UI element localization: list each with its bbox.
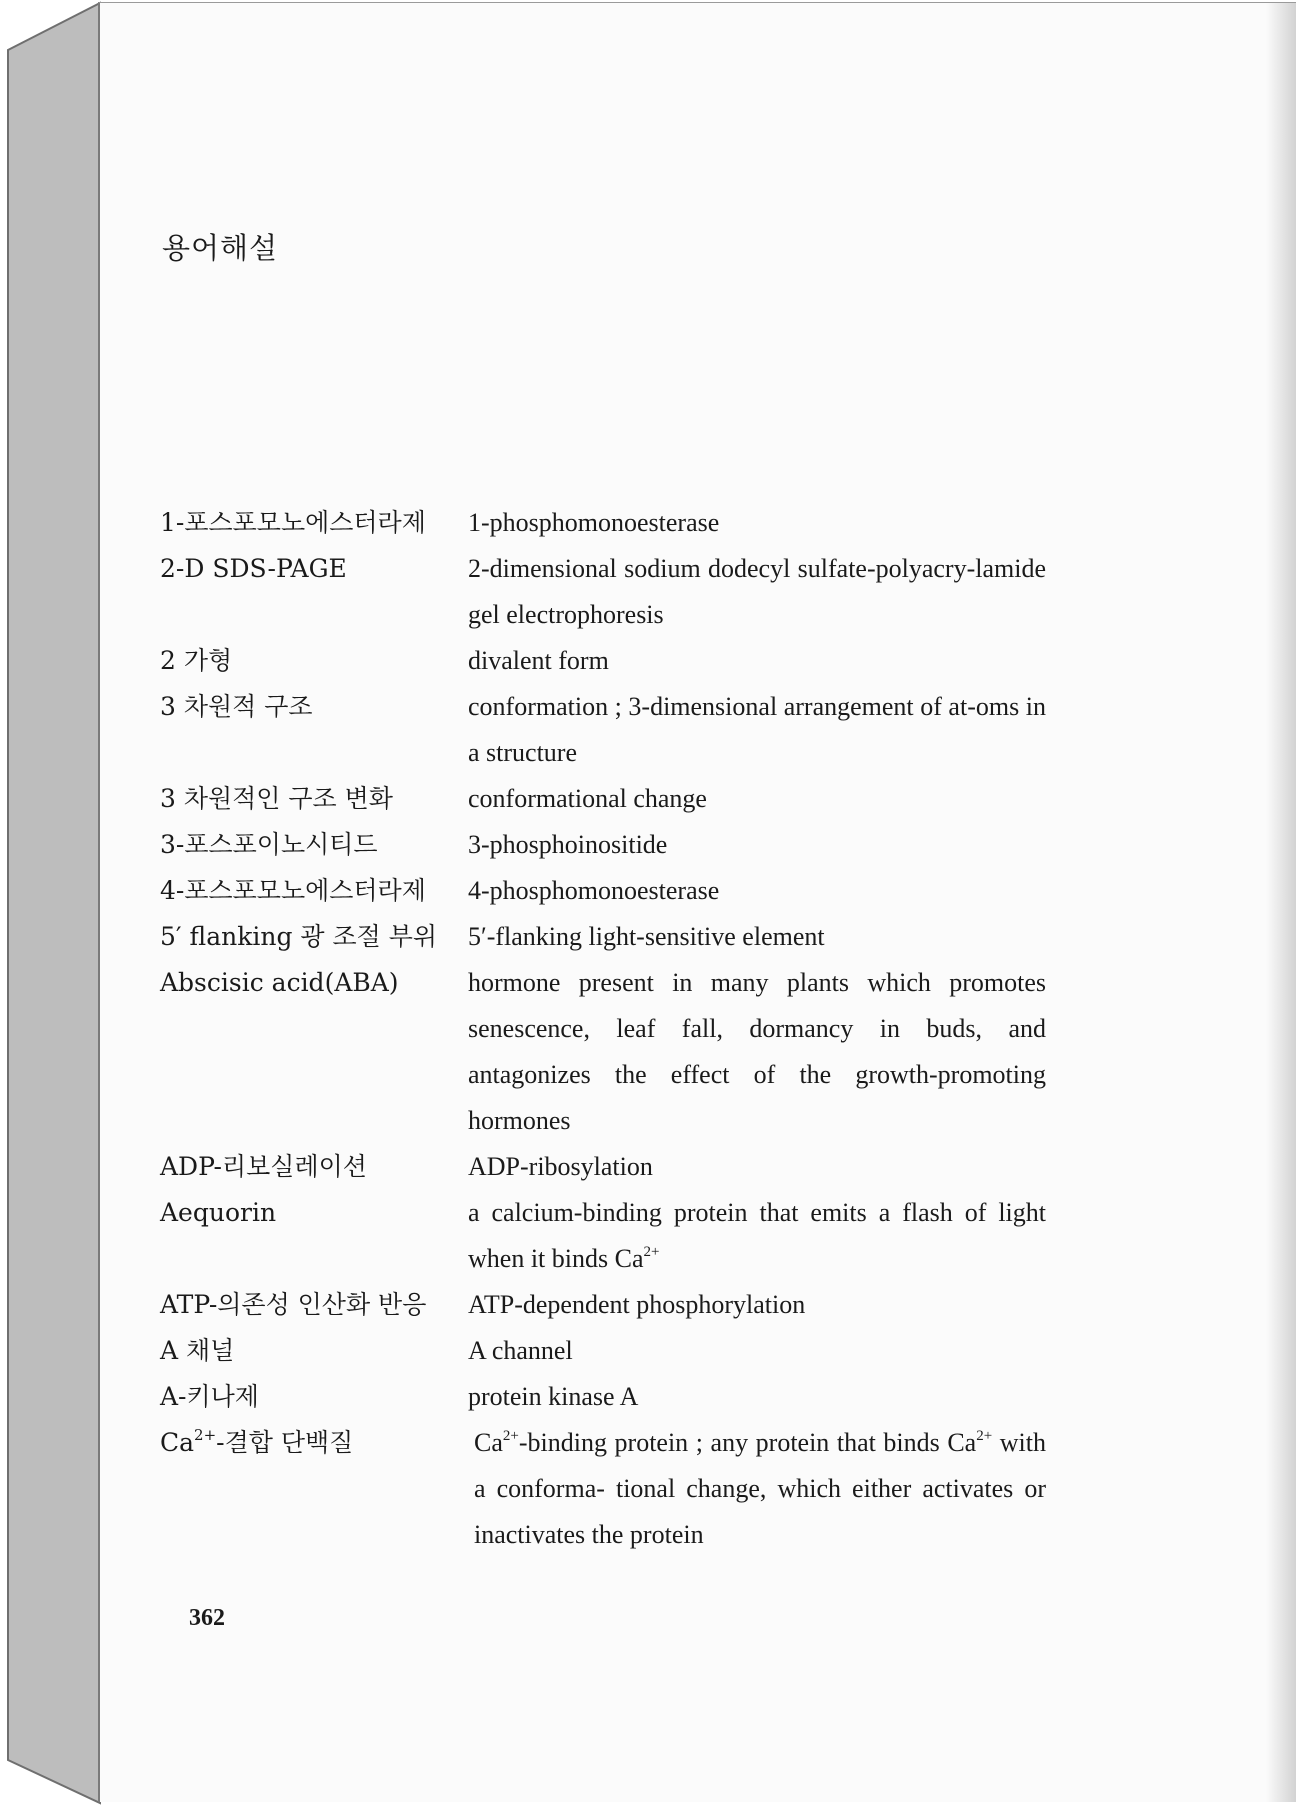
term-definition: ATP-dependent phosphorylation: [468, 1290, 806, 1319]
glossary-entry: [160, 914, 1060, 960]
definition-text: a calcium-binding protein that emits a flash of light when it binds Ca: [468, 1198, 1046, 1273]
term-definition: conformational change: [468, 784, 707, 813]
glossary-entry: [160, 960, 1060, 1144]
term-definition: 3-phosphoinositide: [468, 830, 668, 859]
glossary-entry: [160, 1282, 1060, 1328]
term-definition: protein kinase A: [468, 1382, 639, 1411]
term-korean: 1-포스포모노에스터라제: [160, 508, 426, 537]
term-korean: 2 가형: [160, 646, 233, 675]
term-korean: 5′ flanking 광 조절 부위: [160, 922, 438, 951]
glossary-entry: [160, 1374, 1060, 1420]
page-number: 362: [189, 1605, 225, 1631]
term-korean: A-키나제: [160, 1382, 259, 1411]
term-definition: A channel: [468, 1336, 573, 1365]
term-definition: ADP-ribosylation: [468, 1152, 653, 1181]
glossary-entry: [160, 822, 1060, 868]
term-definition: conformation ; 3-dimensional arrangement of at-oms in a structure: [468, 692, 1046, 767]
glossary-entry: [160, 776, 1060, 822]
term-korean: 3 차원적 구조: [160, 692, 313, 721]
glossary-entry: [160, 1420, 1060, 1558]
term-definition: 5′-flanking light-sensitive element: [468, 922, 825, 951]
term-definition: 4-phosphomonoesterase: [468, 876, 720, 905]
superscript-charge: 2+: [643, 1244, 660, 1260]
superscript-charge: 2+: [976, 1428, 993, 1444]
term-text: -결합 단백질: [216, 1428, 354, 1457]
definition-text: with a conforma- tional change, which either activates or inactivates the protein: [474, 1428, 1046, 1549]
term-korean: ADP-리보실레이션: [160, 1152, 367, 1181]
page-title: 용어해설: [162, 231, 279, 265]
definition-text: -binding protein ; any protein that binds Ca: [518, 1428, 977, 1457]
term-definition: [468, 1420, 1046, 1558]
term-definition: [468, 1190, 1046, 1282]
glossary-entry: [160, 868, 1060, 914]
term-definition: hormone present in many plants which promotes senescence, leaf fall, dormancy in buds, and antagonizes the effect of the growth-promoting hormones: [468, 968, 1046, 1135]
glossary-entry: [160, 684, 1060, 776]
term-korean: ATP-의존성 인산화 반응: [160, 1290, 427, 1319]
term-korean: [160, 1420, 468, 1466]
term-korean: 2-D SDS-PAGE: [160, 554, 347, 583]
term-definition: 2-dimensional sodium dodecyl sulfate-polyacry-lamide gel electrophoresis: [468, 554, 1046, 629]
term-text: Ca: [160, 1428, 195, 1457]
term-korean: A 채널: [160, 1336, 235, 1365]
superscript-charge: 2+: [194, 1426, 217, 1444]
glossary-entry: [160, 1190, 1060, 1282]
glossary-list: [160, 500, 1060, 1558]
page-edge-shadow: [1266, 3, 1296, 1802]
term-definition: divalent form: [468, 646, 609, 675]
term-korean: 3 차원적인 구조 변화: [160, 784, 393, 813]
term-definition: 1-phosphomonoesterase: [468, 508, 720, 537]
term-korean: 3-포스포이노시티드: [160, 830, 378, 859]
term-korean: 4-포스포모노에스터라제: [160, 876, 426, 905]
superscript-charge: 2+: [502, 1428, 519, 1444]
glossary-entry: [160, 1328, 1060, 1374]
definition-text: Ca: [474, 1428, 503, 1457]
glossary-entry: [160, 1144, 1060, 1190]
term-korean: Abscisic acid(ABA): [160, 968, 399, 997]
term-korean: Aequorin: [160, 1198, 277, 1227]
glossary-entry: [160, 638, 1060, 684]
glossary-entry: [160, 500, 1060, 546]
glossary-entry: [160, 546, 1060, 638]
